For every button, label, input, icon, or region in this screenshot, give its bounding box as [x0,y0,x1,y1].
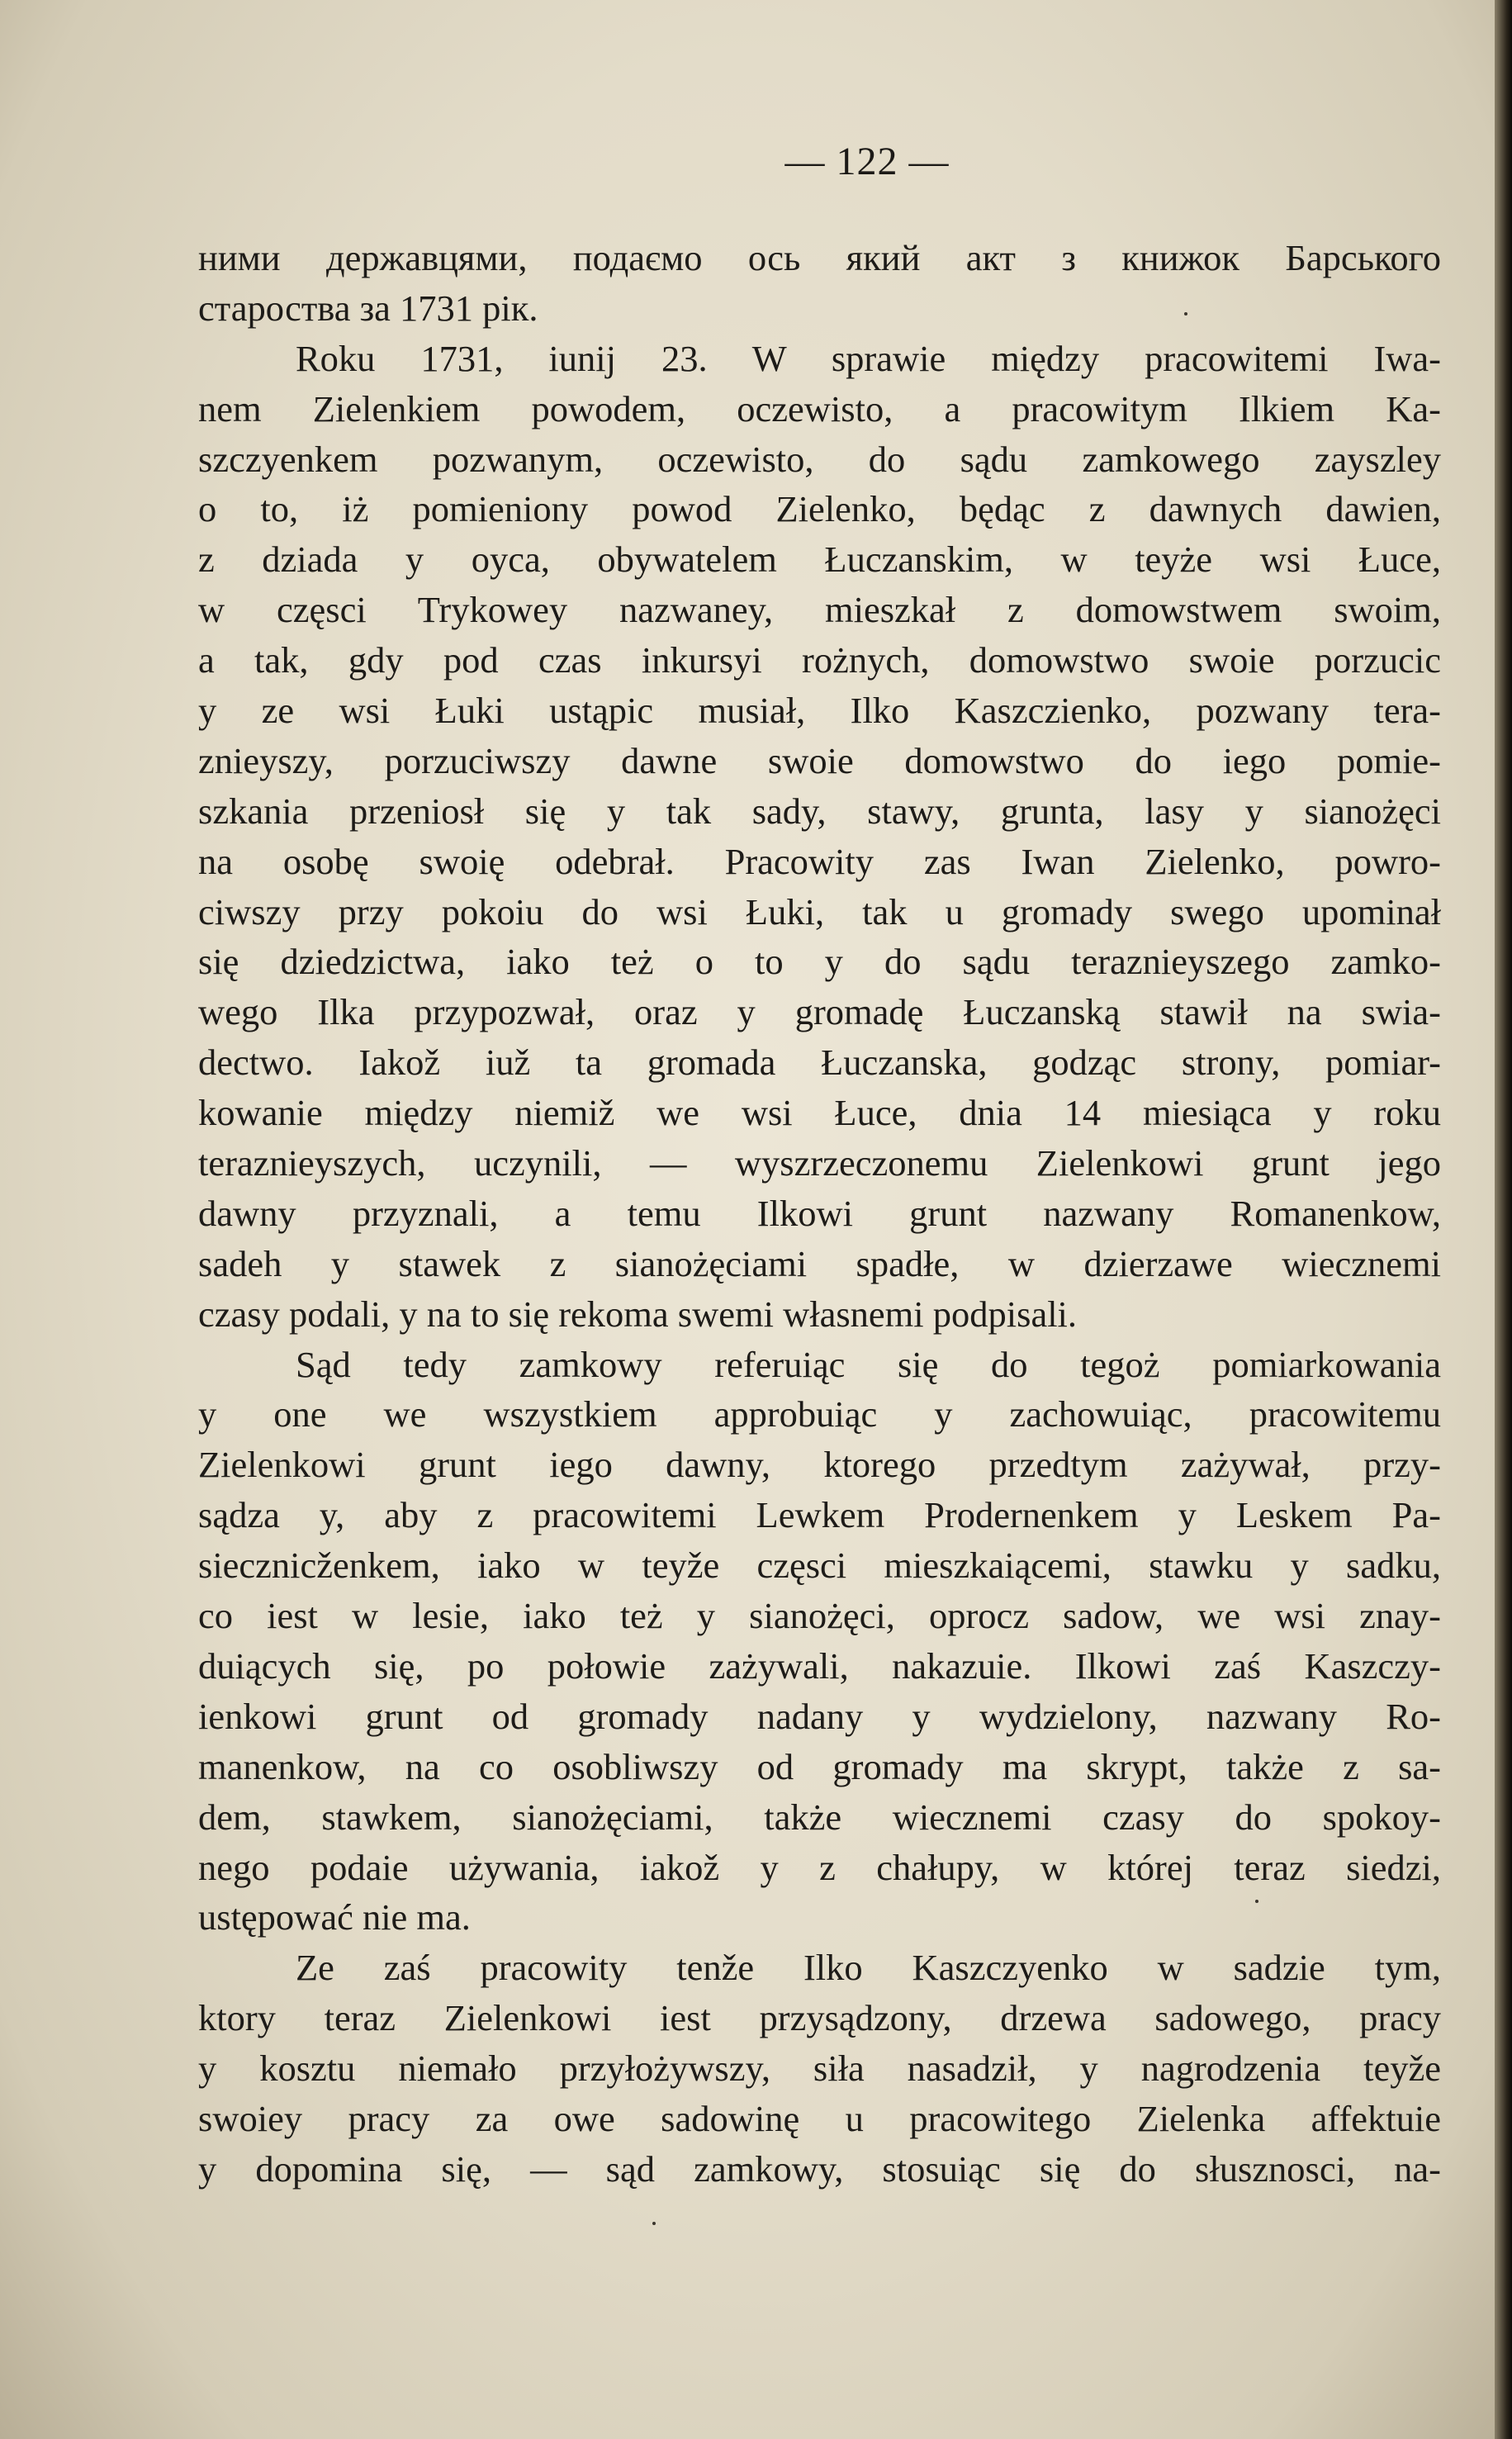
text-line: siecznicženkem, iako w teyže częsci mieszkaiącemi, stawku y sadku, [198,1545,1441,1587]
text-line: Ze zaś pracowity tenže Ilko Kaszczyenko w sadzie tym, [296,1947,1441,1989]
text-line: y kosztu niemało przyłożywszy, siła nasadził, y nagrodzenia teyže [198,2048,1441,2090]
page-edge-shadow [1495,0,1512,2439]
text-line: co iest w lesie, iako też y sianożęci, oprocz sadow, we wsi znay- [198,1595,1441,1637]
text-line: duiących się, po połowie zażywali, nakazuie. Ilkowi zaś Kaszczy- [198,1644,1441,1687]
body-text [198,233,1441,2195]
text-line: z dziada y oyca, obywatelem Łuczanskim, w teyże wsi Łuce, [198,539,1441,581]
text-line: szczyenkem pozwanym, oczewisto, do sądu zamkowego zayszley [198,438,1441,480]
text-line: kowanie między niemiž we wsi Łuce, dnia 14 miesiąca y roku [198,1092,1441,1134]
text-line: староства за 1731 рік. [198,287,538,329]
text-line: ktory teraz Zielenkowi iest przysądzony, drzewa sadowego, pracy [198,1997,1441,2039]
text-line: nego podaie używania, iakož y z chałupy, w której teraz siedzi, [198,1846,1441,1888]
text-line: się dziedzictwa, iako też o to y do sądu teraznieyszego zamko- [198,941,1441,983]
text-line: sadeh y stawek z sianożęciami spadłe, w dzierzawe wiecznemi [198,1242,1441,1284]
text-line: Roku 1731, iunij 23. W sprawie między pracowitemi Iwa- [296,337,1441,379]
text-line: ciwszy przy pokoiu do wsi Łuki, tak u gromady swego upominał [198,890,1441,932]
text-line: a tak, gdy pod czas inkursyi rożnych, domowstwo swoie porzucic [198,639,1441,681]
text-line: wego Ilka przypozwał, oraz y gromadę Łuczanską stawił na swia- [198,991,1441,1033]
text-line: teraznieyszych, uczynili, — wyszrzeczonemu Zielenkowi grunt jego [198,1142,1441,1184]
text-line: czasy podali, y na to się rekoma swemi własnemi podpisali. [198,1293,1078,1335]
text-line: na osobę swoię odebrał. Pracowity zas Iwan Zielenko, powro- [198,840,1441,882]
text-line: y dopomina się, — sąd zamkowy, stosuiąc się do słusznosci, na- [198,2147,1441,2190]
text-line: szkania przeniosł się y tak sady, stawy, grunta, lasy y sianożęci [198,790,1441,832]
text-line: nem Zielenkiem powodem, oczewisto, a pracowitym Ilkiem Ka- [198,387,1441,429]
text-line: Zielenkowi grunt iego dawny, ktorego przedtym zażywał, przy- [198,1444,1441,1486]
text-line: Sąd tedy zamkowy referuiąc się do tegoż pomiarkowania [296,1343,1441,1385]
text-line: znieyszy, porzuciwszy dawne swoie domowstwo do iego pomie- [198,739,1441,781]
text-line: dawny przyznali, a temu Ilkowi grunt nazwany Romanenkow, [198,1192,1441,1234]
text-line: sądza y, aby z pracowitemi Lewkem Prodernenkem y Leskem Pa- [198,1494,1441,1536]
speck [652,2222,656,2225]
text-line: swoiey pracy za owe sadowinę u pracowitego Zielenka affektuie [198,2097,1441,2139]
text-line: y one we wszystkiem approbuiąc y zachowuiąc, pracowitemu [198,1393,1441,1435]
text-line: ienkowi grunt od gromady nadany y wydzielony, nazwany Ro- [198,1695,1441,1737]
text-line: ними державцями, подаємо ось який акт з книжок Барського [198,237,1441,278]
text-line: o to, iż pomieniony powod Zielenko, będąc z dawnych dawien, [198,488,1441,530]
text-line: dem, stawkem, sianożęciami, także wiecznemi czasy do spokoy- [198,1796,1441,1838]
text-line: w częsci Trykowey nazwaney, mieszkał z domowstwem swoim, [198,589,1441,631]
text-line: dectwo. Iakož iuž ta gromada Łuczanska, godząc strony, pomiar- [198,1042,1441,1084]
text-line: ustępować nie ma. [198,1896,471,1938]
text-line: manenkow, na co osobliwszy od gromady ma skrypt, także z sa- [198,1745,1441,1787]
text-line: y ze wsi Łuki ustąpic musiał, Ilko Kaszczienko, pozwany tera- [198,690,1441,732]
page-number: — 122 — [784,140,950,183]
